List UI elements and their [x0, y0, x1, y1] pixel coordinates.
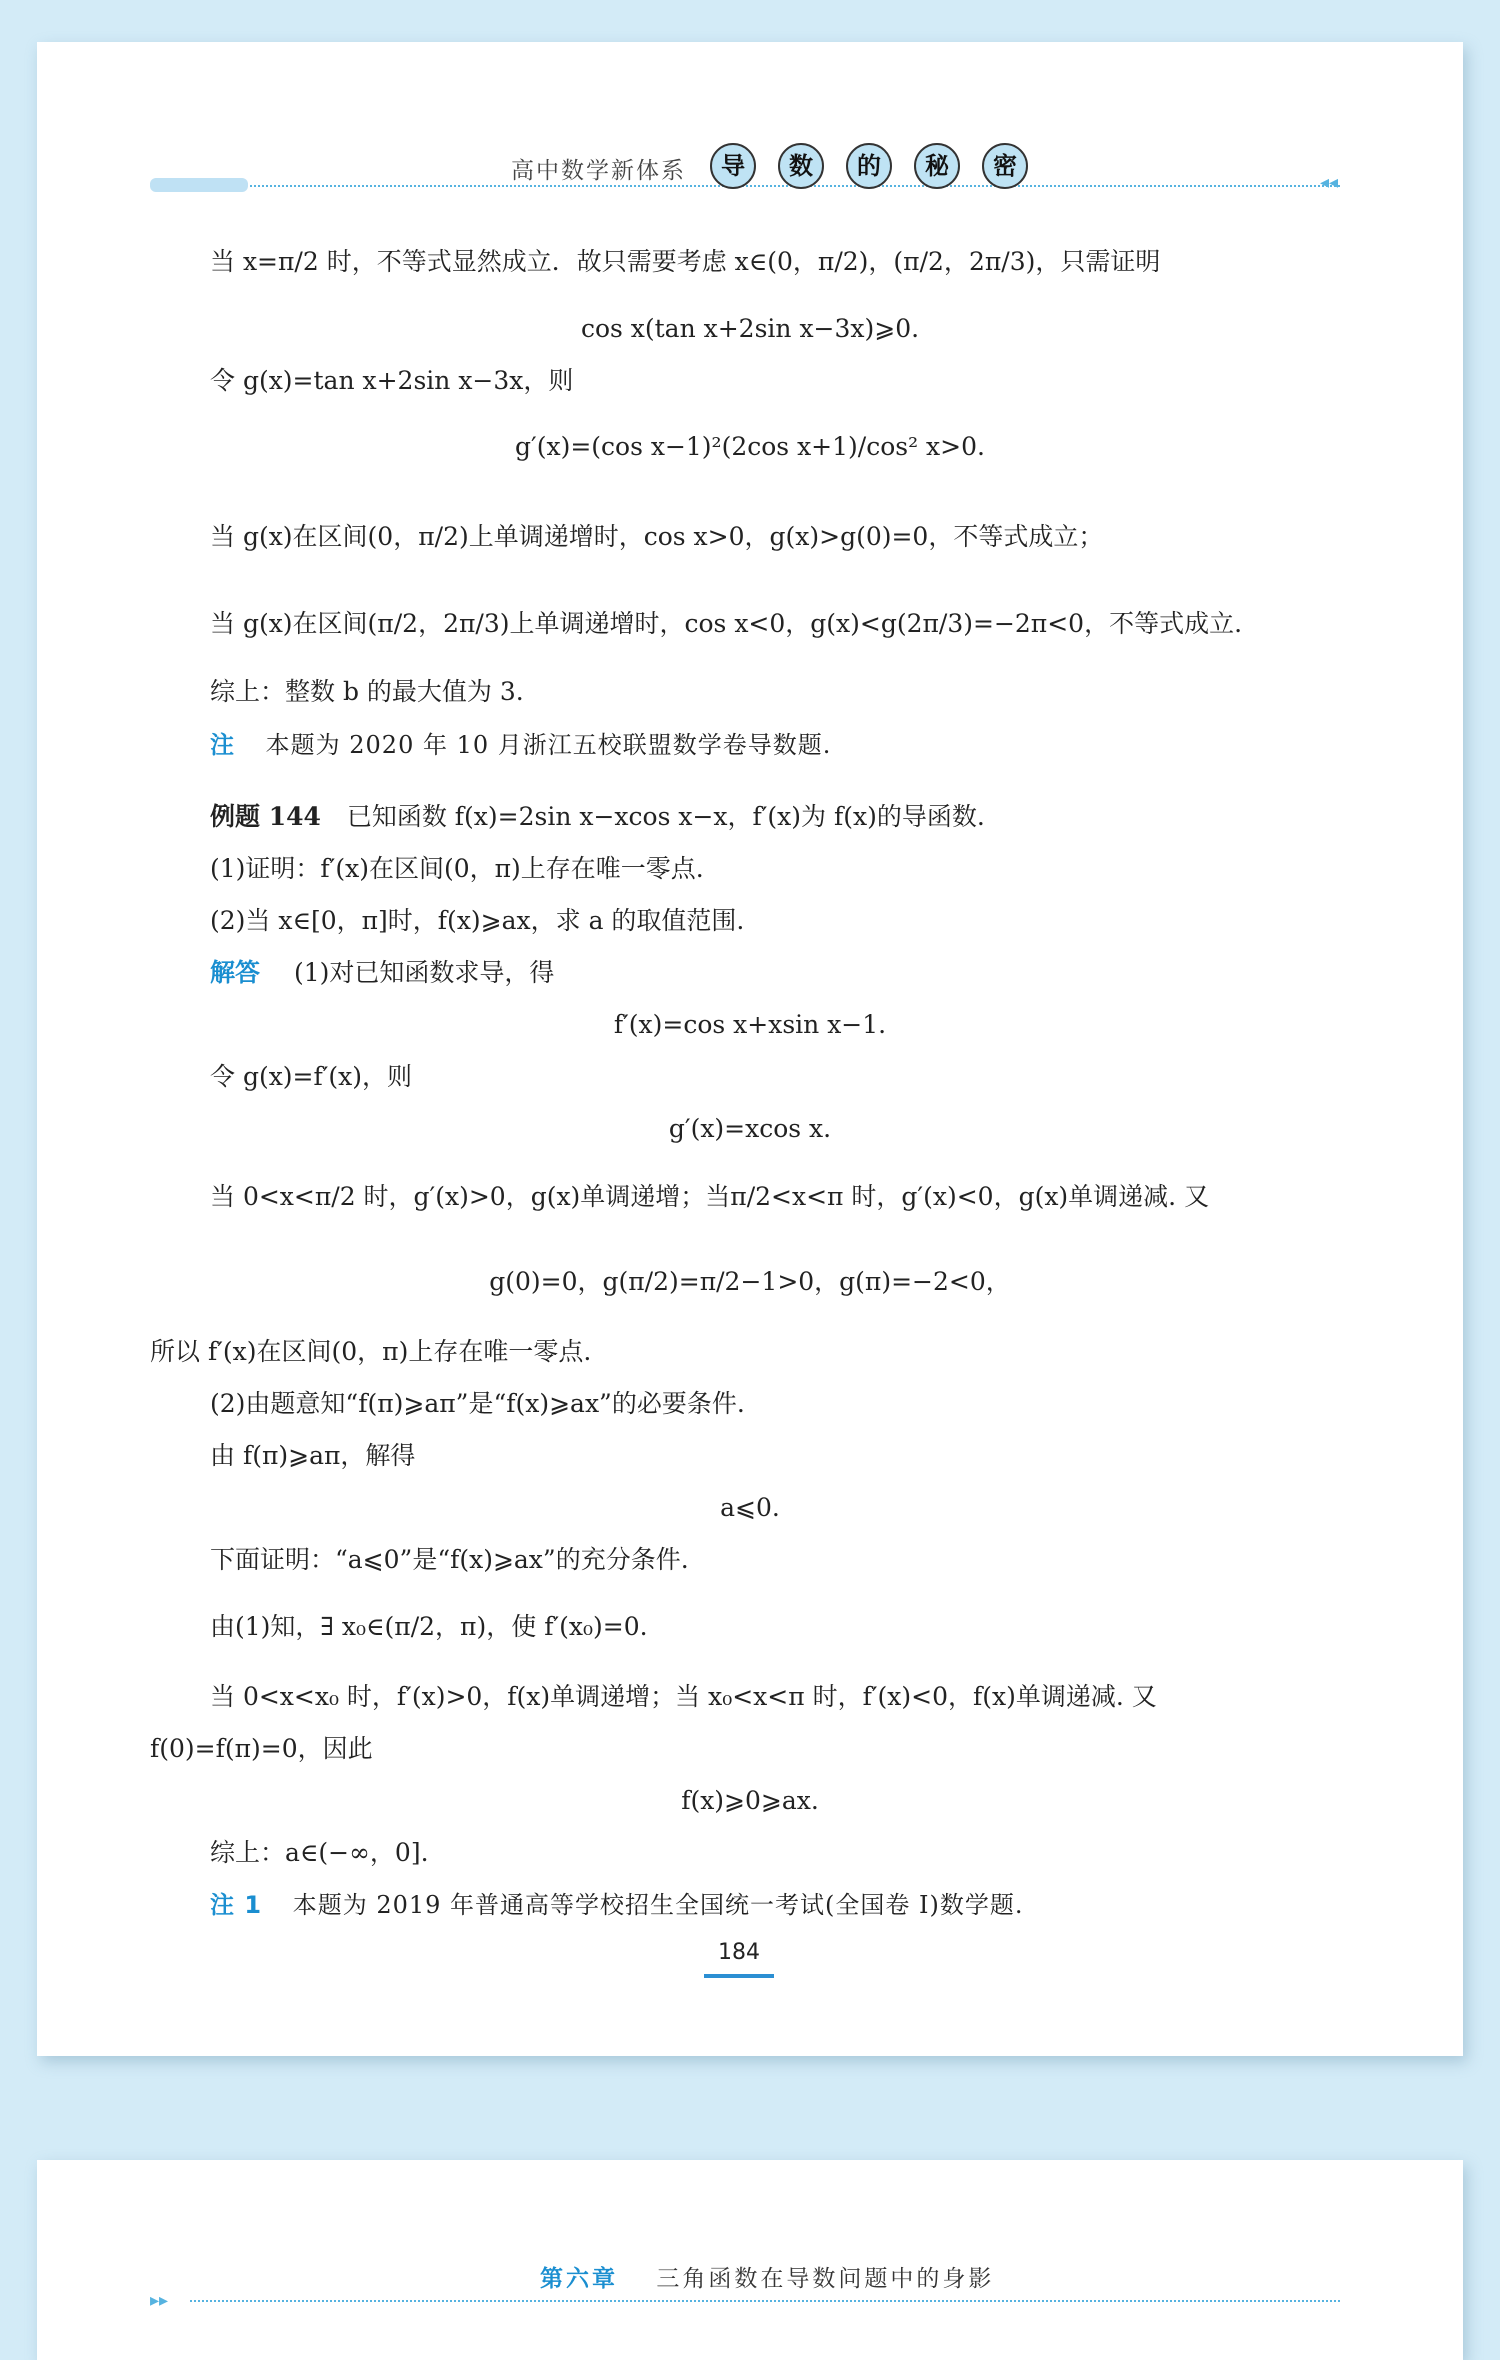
formula-line: g(0)=0，g(π/2)=π/2−1>0，g(π)=−2<0， [489, 1267, 1011, 1296]
note [210, 728, 831, 762]
header-series: 高中数学新体系 [505, 152, 692, 185]
text-line: 由(1)知，∃ x₀∈(π/2，π)，使 f′(x₀)=0. [210, 1612, 648, 1641]
chapter-label: 第六章 [540, 2266, 618, 2292]
text-line: 由 f(π)⩾aπ，解得 [210, 1441, 416, 1470]
header-bar-left [150, 178, 248, 192]
example-label: 例题 144 [210, 802, 321, 831]
text-line: 当 x=π/2 时，不等式显然成立．故只需要考虑 x∈(0，π/2)，(π/2，2π/3)，只需证明 [210, 247, 1161, 276]
text-line: 当 g(x)在区间(0，π/2)上单调递增时，cos x>0，g(x)>g(0)=0，不等式成立； [210, 522, 1104, 551]
note-text: 本题为 2019 年普通高等学校招生全国统一考试(全国卷 Ⅰ)数学题. [292, 1891, 1024, 1919]
formula-line: f′(x)=cos x+xsin x−1. [613, 1010, 887, 1039]
page-number-underline [704, 1974, 774, 1978]
next-header-arrow-icon: ▸▸ [150, 2290, 169, 2311]
text-line: 下面证明：“a⩽0”是“f(x)⩾ax”的充分条件. [210, 1545, 689, 1574]
question-2: (2)当 x∈[0，π]时，f(x)⩾ax，求 a 的取值范围. [210, 906, 745, 935]
text-line: 综上：a∈(−∞，0]. [210, 1838, 429, 1867]
header-arrow-icon: ◂◂ [1320, 172, 1339, 193]
chapter-title: 三角函数在导数问题中的身影 [656, 2266, 995, 2292]
text-line: 当 g(x)在区间(π/2，2π/3)上单调递增时，cos x<0，g(x)<g(2π/3)=−2π<0，不等式成立. [210, 609, 1243, 638]
example-text: 已知函数 f(x)=2sin x−xcos x−x，f′(x)为 f(x)的导函数. [346, 802, 985, 831]
formula-line: f(x)⩾0⩾ax. [681, 1786, 819, 1815]
page-number: 184 [718, 1940, 760, 1965]
formula-line: g′(x)=xcos x. [668, 1114, 832, 1143]
header-title-char-5: 密 [982, 143, 1028, 189]
answer-text: (1)对已知函数求导，得 [293, 958, 555, 987]
text-line: f(0)=f(π)=0，因此 [150, 1734, 373, 1763]
header-title-char-3: 的 [846, 143, 892, 189]
note-text: 本题为 2020 年 10 月浙江五校联盟数学卷导数题. [265, 731, 832, 759]
answer-heading [210, 956, 554, 990]
note-label: 注 1 [210, 1891, 263, 1919]
question-1: (1)证明：f′(x)在区间(0，π)上存在唯一零点. [210, 854, 704, 883]
next-header-dotted-line [190, 2300, 1340, 2302]
text-line: 当 0<x<π/2 时，g′(x)>0，g(x)单调递增；当π/2<x<π 时，g′(x)<0，g(x)单调递减. 又 [210, 1182, 1210, 1211]
header-title-char-1: 导 [710, 143, 756, 189]
text-line: (2)由题意知“f(π)⩾aπ”是“f(x)⩾ax”的必要条件. [210, 1389, 745, 1418]
text-line: 令 g(x)=tan x+2sin x−3x，则 [210, 366, 574, 395]
example-heading [210, 800, 985, 834]
text-line: 令 g(x)=f′(x)，则 [210, 1062, 413, 1091]
chapter-header [540, 2260, 994, 2293]
formula-line: g′(x)=(cos x−1)²(2cos x+1)/cos² x>0. [515, 432, 985, 461]
answer-label: 解答 [210, 958, 261, 987]
text-line: 所以 f′(x)在区间(0，π)上存在唯一零点. [150, 1337, 592, 1366]
text-line: 当 0<x<x₀ 时，f′(x)>0，f(x)单调递增；当 x₀<x<π 时，f′(x)<0，f(x)单调递减. 又 [210, 1682, 1157, 1711]
header-title-char-2: 数 [778, 143, 824, 189]
note [210, 1888, 1024, 1922]
formula-line: a⩽0. [720, 1493, 780, 1522]
note-label: 注 [210, 731, 235, 759]
header-title-char-4: 秘 [914, 143, 960, 189]
formula-line: cos x(tan x+2sin x−3x)⩾0. [580, 314, 920, 343]
text-line: 综上：整数 b 的最大值为 3. [210, 677, 524, 706]
